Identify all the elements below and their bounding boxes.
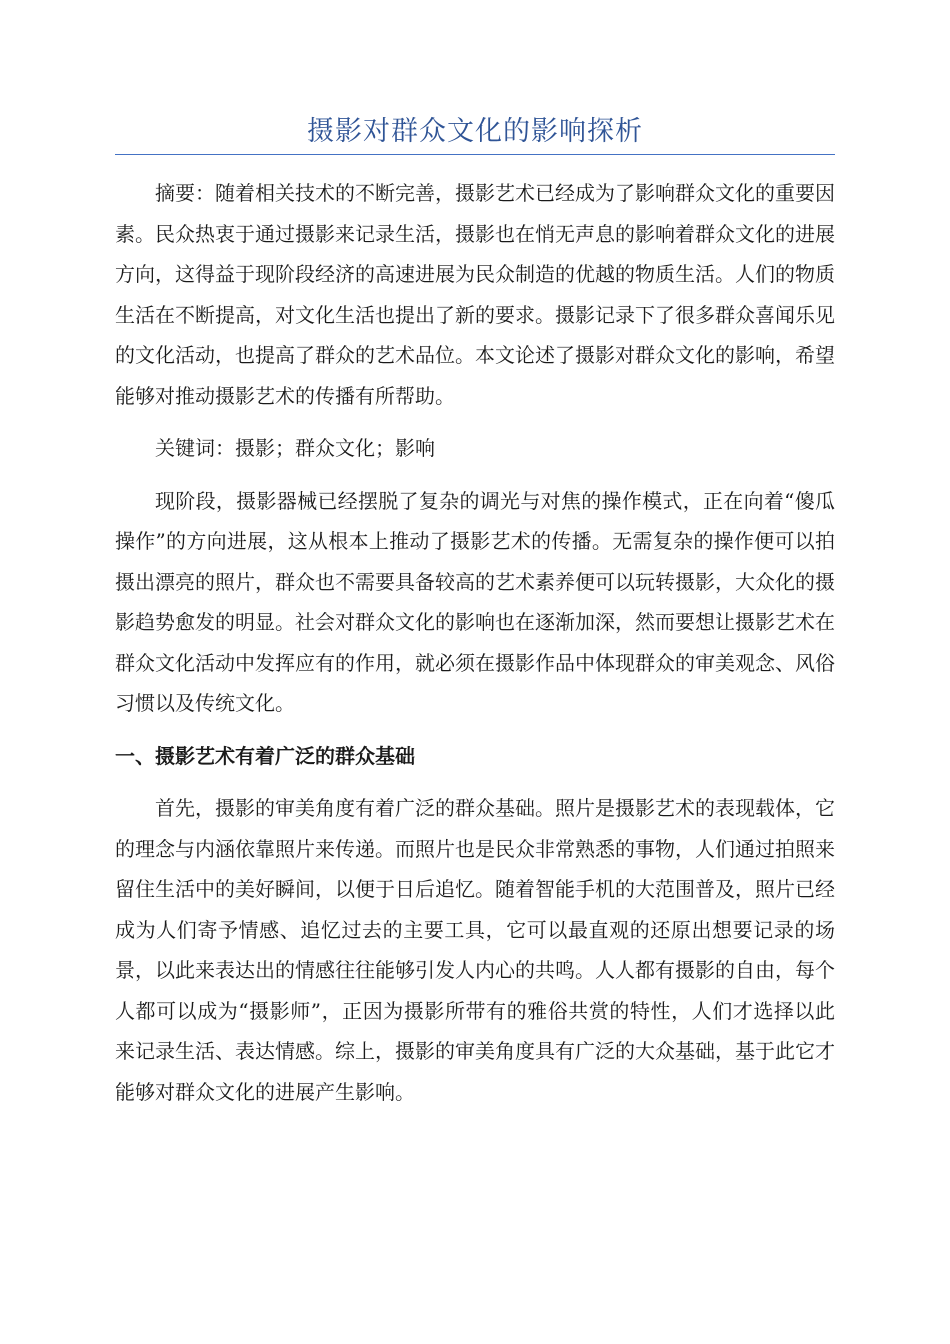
document-title: 摄影对群众文化的影响探析 xyxy=(307,116,643,147)
section-heading: 一、摄影艺术有着广泛的群众基础 xyxy=(115,743,415,768)
intro-paragraph: 现阶段，摄影器械已经摆脱了复杂的调光与对焦的操作模式，正在向着“傻瓜操作”的方向进展，这从根本上推动了摄影艺术的传播。无需复杂的操作便可以拍摄出漂亮的照片，群众也不需要具备较高的艺术素养便可以玩转摄影，大众化的摄影趋势愈发的明显。社会对群众文化的影响也在逐渐加深，然而要想让摄影艺术在群众文化活动中发挥应有的作用，就必须在摄影作品中体现群众的审美观念、风俗习惯以及传统文化。 xyxy=(115,488,835,715)
section-paragraph: 首先，摄影的审美角度有着广泛的群众基础。照片是摄影艺术的表现载体，它的理念与内涵依靠照片来传递。而照片也是民众非常熟悉的事物，人们通过拍照来留住生活中的美好瞬间，以便于日后追忆。随着智能手机的大范围普及，照片已经成为人们寄予情感、追忆过去的主要工具，它可以最直观的还原出想要记录的场景，以此来表达出的情感往往能够引发人内心的共鸣。人人都有摄影的自由，每个人都可以成为“摄影师”，正因为摄影所带有的雅俗共赏的特性，人们才选择以此来记录生活、表达情感。综上，摄影的审美角度具有广泛的大众基础，基于此它才能够对群众文化的进展产生影响。 xyxy=(115,796,835,1104)
abstract-paragraph: 摘要：随着相关技术的不断完善，摄影艺术已经成为了影响群众文化的重要因素。民众热衷于通过摄影来记录生活，摄影也在悄无声息的影响着群众文化的进展方向，这得益于现阶段经济的高速进展为民众制造的优越的物质生活。人们的物质生活在不断提高，对文化生活也提出了新的要求。摄影记录下了很多群众喜闻乐见的文化活动，也提高了群众的艺术品位。本文论述了摄影对群众文化的影响，希望能够对推动摄影艺术的传播有所帮助。 xyxy=(115,181,835,408)
document-body xyxy=(115,173,835,1112)
keywords-line: 关键词：摄影；群众文化；影响 xyxy=(155,436,435,460)
title-underline xyxy=(115,154,835,155)
